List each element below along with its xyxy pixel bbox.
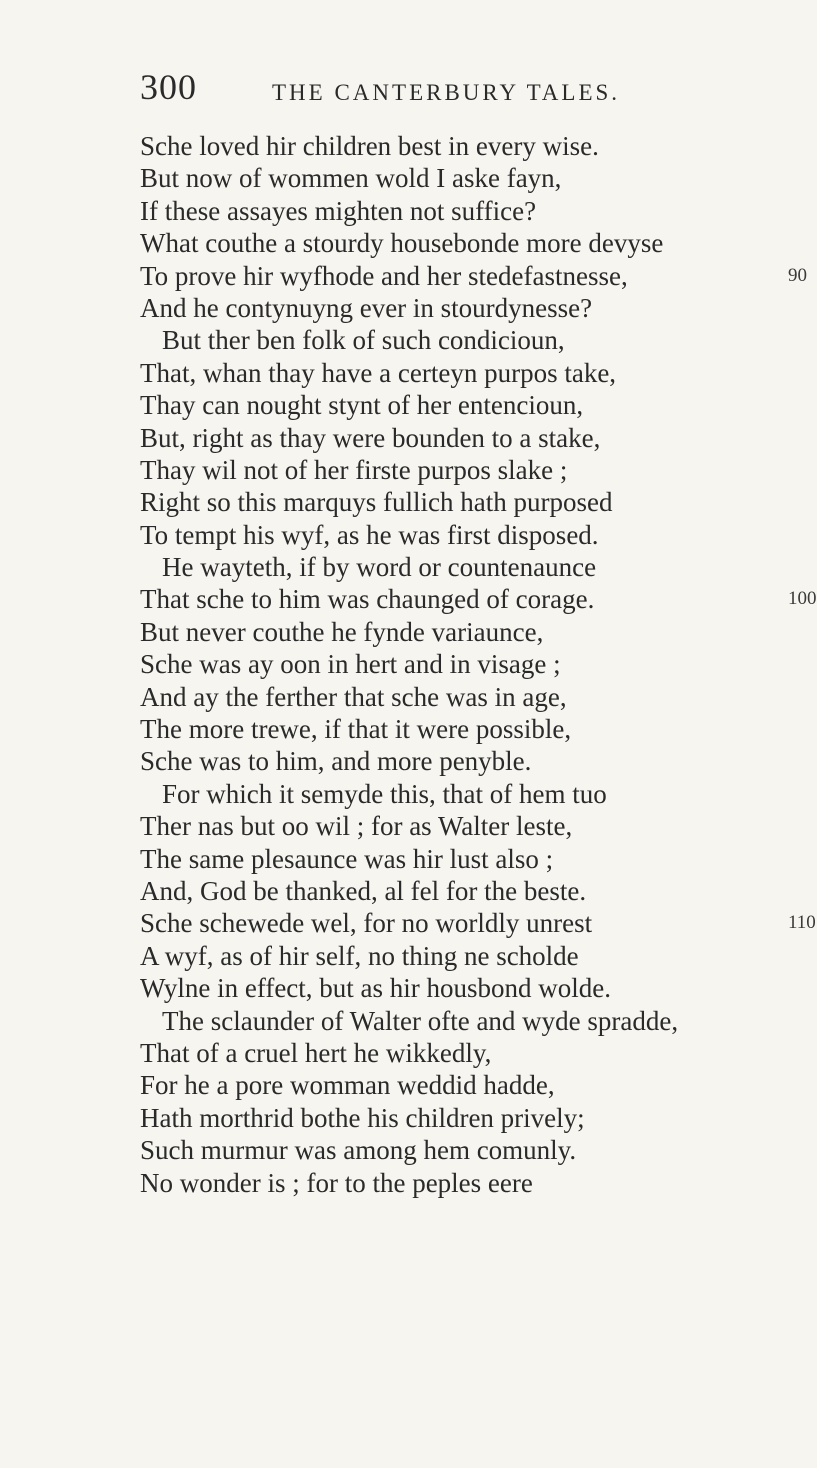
verse-line: [140, 616, 800, 648]
verse-line: [140, 551, 800, 583]
verse-line-text: To prove hir wyfhode and her stedefastnesse,: [140, 260, 628, 291]
verse-line: [140, 843, 800, 875]
verse-line: [140, 681, 800, 713]
verse-line-text: But, right as thay were bounden to a stake,: [140, 422, 601, 453]
verse-line-text: That sche to him was chaunged of corage.: [140, 584, 595, 615]
verse-line: [140, 745, 800, 777]
verse-line-text: Sche loved hir children best in every wise.: [140, 131, 599, 161]
line-number: 90: [788, 264, 807, 286]
verse-line-text: Such murmur was among hem comunly.: [140, 1135, 577, 1166]
page-header: [140, 66, 780, 126]
verse-line: [140, 1037, 800, 1069]
line-number: 100: [788, 588, 817, 610]
verse-line: [140, 1134, 800, 1166]
verse-line: [140, 519, 800, 551]
verse-line: [140, 292, 800, 324]
verse-line-text: To tempt his wyf, as he was first disposed.: [140, 519, 599, 550]
verse-line: [140, 422, 800, 454]
verse-line-text: Hath morthrid bothe his children prively;: [140, 1102, 585, 1133]
verse-line-text: He wayteth, if by word or countenaunce: [162, 552, 597, 583]
verse-line: [140, 648, 800, 680]
verse-line-text: The more trewe, if that it were possible,: [140, 714, 572, 745]
verse-line: [140, 1069, 800, 1101]
verse-line: [140, 972, 800, 1004]
verse-line: [140, 389, 800, 421]
poem-text: [140, 130, 817, 1199]
verse-line-text: That of a cruel hert he wikkedly,: [140, 1037, 492, 1068]
verse-line-text: That, whan thay have a certeyn purpos take,: [140, 357, 617, 388]
verse-line-text: But ther ben folk of such condicioun,: [162, 325, 565, 356]
verse-line-text: Sche was ay oon in hert and in visage ;: [140, 649, 561, 680]
page-number: 300: [140, 67, 197, 107]
verse-line: [140, 357, 800, 389]
verse-line: [140, 227, 800, 259]
verse-line-text: Sche was to him, and more penyble.: [140, 746, 532, 777]
verse-line-text: And he contynuyng ever in stourdynesse?: [140, 292, 593, 323]
verse-line-text: For which it semyde this, that of hem tuo: [162, 778, 607, 809]
verse-line: [140, 1102, 800, 1134]
verse-line-text: A wyf, as of hir self, no thing ne scholde: [140, 940, 579, 971]
verse-line-text: Ther nas but oo wil ; for as Walter leste,: [140, 811, 573, 842]
verse-line: [140, 260, 807, 292]
verse-line: [140, 778, 800, 810]
verse-line-text: The same plesaunce was hir lust also ;: [140, 843, 554, 874]
verse-line-text: Sche schewede wel, for no worldly unrest: [140, 908, 593, 939]
verse-line-text: For he a pore womman weddid hadde,: [140, 1070, 555, 1101]
line-number: 110: [788, 912, 816, 934]
verse-line-text: If these assayes mighten not suffice?: [140, 195, 537, 226]
verse-line: [140, 713, 800, 745]
verse-line: [140, 810, 800, 842]
verse-line-text: Thay can nought stynt of her entencioun,: [140, 390, 584, 421]
running-title: THE CANTERBURY TALES.: [272, 80, 621, 105]
verse-line: [140, 1167, 800, 1199]
verse-line: [140, 324, 800, 356]
verse-line-text: The sclaunder of Walter ofte and wyde spradde,: [162, 1005, 679, 1036]
verse-line: [140, 195, 800, 227]
verse-line-text: But now of wommen wold I aske fayn,: [140, 163, 562, 194]
verse-line-text: No wonder is ; for to the peples eere: [140, 1167, 533, 1198]
verse-line-text: Right so this marquys fullich hath purposed: [140, 487, 613, 518]
verse-line-text: But never couthe he fynde variaunce,: [140, 616, 544, 647]
verse-line-text: And, God be thanked, al fel for the beste.: [140, 875, 587, 906]
verse-line: [140, 454, 800, 486]
verse-line-text: Thay wil not of her firste purpos slake ;: [140, 454, 568, 485]
verse-line: [140, 940, 800, 972]
verse-line-text: What couthe a stourdy housebonde more devyse: [140, 228, 664, 259]
verse-line: [140, 130, 800, 162]
verse-line: [140, 1005, 800, 1037]
verse-line: [140, 907, 816, 939]
verse-line: [140, 162, 800, 194]
verse-line-text: Wylne in effect, but as hir housbond wolde.: [140, 973, 612, 1004]
verse-line: [140, 583, 817, 615]
verse-line: [140, 875, 800, 907]
verse-line-text: And ay the ferther that sche was in age,: [140, 681, 567, 712]
verse-line: [140, 486, 800, 518]
